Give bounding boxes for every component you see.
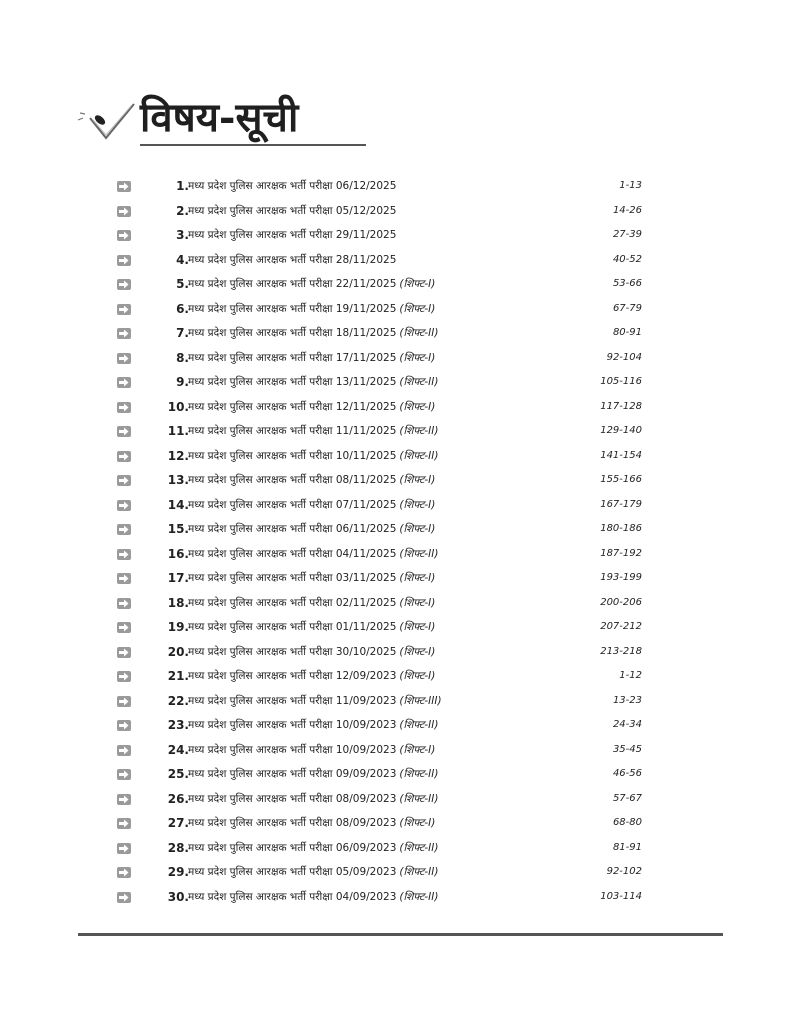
entry-page-range: 129-140 (600, 425, 642, 436)
arrow-right-icon (117, 328, 131, 339)
entry-number: 4. (176, 252, 189, 267)
entry-number: 7. (176, 326, 189, 340)
entry-number: 3. (176, 228, 189, 242)
entry-title: मध्य प्रदेश पुलिस आरक्षक भर्ती परीक्षा 04/11/2025 (188, 547, 397, 560)
arrow-right-icon (117, 818, 131, 829)
entry-title: मध्य प्रदेश पुलिस आरक्षक भर्ती परीक्षा 08/11/2025 (188, 474, 397, 486)
toc-entry (117, 177, 642, 202)
toc-entry (117, 839, 642, 864)
entry-title-line (188, 302, 435, 316)
toc-entry (117, 741, 642, 766)
entry-shift: (शिफ्ट-II) (399, 792, 439, 805)
entry-title-line (188, 645, 435, 659)
entry-shift: (शिफ्ट-I) (399, 743, 436, 756)
entry-title: मध्य प्रदेश पुलिस आरक्षक भर्ती परीक्षा 01/11/2025 (188, 621, 397, 633)
entry-page-range: 92-104 (606, 351, 642, 363)
toc-entry (117, 618, 642, 643)
entry-page-range: 207-212 (600, 621, 642, 632)
entry-title-line (188, 669, 435, 683)
toc-entry (117, 226, 642, 251)
entry-page-range: 68-80 (612, 817, 642, 828)
entry-title: मध्य प्रदेश पुलिस आरक्षक भर्ती परीक्षा 06/11/2025 (188, 523, 397, 535)
arrow-right-icon (117, 426, 131, 437)
arrow-right-icon (117, 500, 131, 511)
entry-number: 6. (176, 301, 189, 316)
entry-number: 11. (167, 424, 189, 438)
entry-title: मध्य प्रदेश पुलिस आरक्षक भर्ती परीक्षा 06/12/2025 (188, 180, 397, 192)
entry-number: 21. (167, 669, 189, 683)
entry-shift: (शिफ्ट-I) (399, 621, 436, 633)
toc-entry (117, 398, 642, 423)
entry-title: मध्य प्रदेश पुलिस आरक्षक भर्ती परीक्षा 22/11/2025 (188, 278, 397, 290)
toc-entry (117, 520, 642, 545)
toc-entry (117, 275, 642, 300)
toc-entry (117, 545, 642, 570)
entry-title: मध्य प्रदेश पुलिस आरक्षक भर्ती परीक्षा 29/11/2025 (188, 229, 397, 241)
entry-number: 14. (167, 497, 189, 512)
entry-page-range: 1-12 (619, 670, 642, 681)
entry-shift: (शिफ्ट-I) (399, 474, 436, 486)
arrow-right-icon (117, 843, 131, 854)
entry-page-range: 105-116 (600, 376, 642, 387)
toc-entry (117, 814, 642, 839)
entry-shift: (शिफ्ट-II) (399, 719, 439, 731)
arrow-right-icon (117, 769, 131, 780)
entry-title-line (188, 204, 396, 218)
entry-page-range: 46-56 (612, 768, 642, 779)
entry-page-range: 53-66 (612, 278, 642, 289)
entry-number: 17. (167, 571, 189, 585)
entry-title-line (188, 228, 396, 242)
entry-title-line (188, 865, 438, 879)
entry-title: मध्य प्रदेश पुलिस आरक्षक भर्ती परीक्षा 11/11/2025 (188, 425, 397, 437)
entry-number: 24. (167, 742, 189, 757)
entry-shift: (शिफ्ट-II) (399, 449, 439, 462)
entry-shift: (शिफ्ट-II) (399, 547, 439, 560)
arrow-right-icon (117, 720, 131, 731)
entry-shift: (शिफ्ट-I) (399, 817, 436, 829)
toc-entry (117, 569, 642, 594)
entry-title: मध्य प्रदेश पुलिस आरक्षक भर्ती परीक्षा 09/09/2023 (188, 768, 397, 780)
toc-entry (117, 765, 642, 790)
entry-title-line (188, 522, 435, 536)
entry-title-line (188, 400, 435, 414)
arrow-right-icon (117, 867, 131, 878)
entry-page-range: 67-79 (612, 302, 642, 314)
entry-page-range: 141-154 (600, 449, 642, 461)
entry-title-line (188, 718, 438, 732)
toc-entry (117, 202, 642, 227)
arrow-right-icon (117, 696, 131, 707)
entry-title-line (188, 375, 438, 389)
entry-page-range: 180-186 (600, 523, 642, 534)
entry-title-line (188, 890, 438, 904)
entry-shift: (शिफ्ट-I) (399, 572, 436, 584)
toc-entry (117, 716, 642, 741)
arrow-right-icon (117, 451, 131, 462)
entry-page-range: 167-179 (600, 498, 642, 510)
toc-entry (117, 300, 642, 325)
arrow-right-icon (117, 647, 131, 658)
toc-entry (117, 594, 642, 619)
toc-entry (117, 643, 642, 668)
entry-shift: (शिफ्ट-II) (399, 425, 439, 437)
entry-shift: (शिफ्ट-I) (399, 596, 436, 609)
entry-page-range: 40-52 (612, 253, 642, 265)
toc-entry (117, 790, 642, 815)
footer-divider (78, 933, 723, 936)
entry-title: मध्य प्रदेश पुलिस आरक्षक भर्ती परीक्षा 04/09/2023 (188, 890, 397, 903)
checkmark-pencil-icon (76, 98, 136, 142)
entry-shift: (शिफ्ट-II) (399, 841, 439, 854)
entry-number: 30. (167, 889, 189, 904)
entry-title-line (188, 694, 442, 708)
entry-title-line (188, 473, 435, 487)
entry-number: 19. (167, 620, 189, 634)
toc-entry (117, 496, 642, 521)
entry-number: 8. (176, 350, 189, 365)
entry-title: मध्य प्रदेश पुलिस आरक्षक भर्ती परीक्षा 12/11/2025 (188, 400, 397, 413)
toc-entry (117, 422, 642, 447)
entry-title-line (188, 816, 435, 830)
entry-title: मध्य प्रदेश पुलिस आरक्षक भर्ती परीक्षा 08/09/2023 (188, 792, 397, 805)
arrow-right-icon (117, 794, 131, 805)
toc-entry (117, 324, 642, 349)
entry-title: मध्य प्रदेश पुलिस आरक्षक भर्ती परीक्षा 11/09/2023 (188, 694, 397, 707)
toc-heading (76, 92, 376, 152)
entry-title-line (188, 743, 435, 757)
entry-number: 26. (167, 791, 189, 806)
entry-page-range: 24-34 (612, 719, 642, 730)
entry-page-range: 81-91 (612, 841, 642, 853)
entry-number: 29. (167, 865, 189, 879)
entry-title-line (188, 326, 438, 340)
entry-shift: (शिफ्ट-II) (399, 890, 439, 903)
toc-entry (117, 373, 642, 398)
entry-page-range: 117-128 (600, 400, 642, 412)
entry-title: मध्य प्रदेश पुलिस आरक्षक भर्ती परीक्षा 10/09/2023 (188, 719, 397, 731)
entry-number: 13. (167, 473, 189, 487)
arrow-right-icon (117, 622, 131, 633)
arrow-right-icon (117, 279, 131, 290)
entry-title-line (188, 424, 438, 438)
entry-page-range: 57-67 (612, 792, 642, 804)
entry-shift: (शिफ्ट-I) (399, 645, 436, 658)
arrow-right-icon (117, 353, 131, 364)
arrow-right-icon (117, 206, 131, 217)
entry-shift: (शिफ्ट-II) (399, 327, 439, 339)
entry-title-line (188, 620, 435, 634)
table-of-contents (117, 177, 642, 912)
entry-title: मध्य प्रदेश पुलिस आरक्षक भर्ती परीक्षा 17/11/2025 (188, 351, 397, 364)
arrow-right-icon (117, 475, 131, 486)
entry-number: 15. (167, 522, 189, 536)
entry-title: मध्य प्रदेश पुलिस आरक्षक भर्ती परीक्षा 12/09/2023 (188, 670, 397, 682)
entry-page-range: 213-218 (600, 645, 642, 657)
toc-entry (117, 888, 642, 913)
entry-title-line (188, 253, 396, 267)
entry-number: 18. (167, 595, 189, 610)
entry-page-range: 155-166 (600, 474, 642, 485)
arrow-right-icon (117, 181, 131, 192)
entry-shift: (शिफ्ट-I) (399, 670, 436, 682)
entry-title: मध्य प्रदेश पुलिस आरक्षक भर्ती परीक्षा 03/11/2025 (188, 572, 397, 584)
toc-entry (117, 692, 642, 717)
entry-title-line (188, 547, 438, 561)
entry-number: 28. (167, 840, 189, 855)
entry-title: मध्य प्रदेश पुलिस आरक्षक भर्ती परीक्षा 13/11/2025 (188, 376, 397, 388)
arrow-right-icon (117, 892, 131, 903)
entry-number: 20. (167, 644, 189, 659)
entry-page-range: 13-23 (612, 694, 642, 706)
entry-title-line (188, 792, 438, 806)
entry-title: मध्य प्रदेश पुलिस आरक्षक भर्ती परीक्षा 05/09/2023 (188, 866, 397, 878)
entry-shift: (शिफ्ट-I) (399, 351, 436, 364)
arrow-right-icon (117, 671, 131, 682)
entry-number: 16. (167, 546, 189, 561)
entry-title-line (188, 767, 438, 781)
page-title: विषय-सूची (140, 94, 299, 141)
arrow-right-icon (117, 549, 131, 560)
entry-page-range: 187-192 (600, 547, 642, 559)
entry-page-range: 1-13 (619, 180, 642, 191)
entry-shift: (शिफ्ट-II) (399, 768, 439, 780)
toc-entry (117, 863, 642, 888)
entry-title-line (188, 498, 435, 512)
arrow-right-icon (117, 377, 131, 388)
entry-title: मध्य प्रदेश पुलिस आरक्षक भर्ती परीक्षा 30/10/2025 (188, 645, 397, 658)
entry-number: 22. (167, 693, 189, 708)
toc-entry (117, 471, 642, 496)
entry-title-line (188, 277, 435, 291)
title-underline (140, 144, 366, 146)
entry-number: 1. (176, 179, 189, 193)
entry-title: मध्य प्रदेश पुलिस आरक्षक भर्ती परीक्षा 06/09/2023 (188, 841, 397, 854)
arrow-right-icon (117, 304, 131, 315)
entry-title: मध्य प्रदेश पुलिस आरक्षक भर्ती परीक्षा 18/11/2025 (188, 327, 397, 339)
entry-number: 9. (176, 375, 189, 389)
entry-title-line (188, 571, 435, 585)
entry-number: 25. (167, 767, 189, 781)
arrow-right-icon (117, 598, 131, 609)
entry-title: मध्य प्रदेश पुलिस आरक्षक भर्ती परीक्षा 19/11/2025 (188, 302, 397, 315)
entry-shift: (शिफ्ट-I) (399, 278, 436, 290)
entry-number: 23. (167, 718, 189, 732)
arrow-right-icon (117, 230, 131, 241)
entry-page-range: 80-91 (612, 327, 642, 338)
arrow-right-icon (117, 573, 131, 584)
entry-title: मध्य प्रदेश पुलिस आरक्षक भर्ती परीक्षा 10/09/2023 (188, 743, 397, 756)
entry-title-line (188, 596, 435, 610)
entry-page-range: 193-199 (600, 572, 642, 583)
entry-shift: (शिफ्ट-I) (399, 523, 436, 535)
toc-entry (117, 447, 642, 472)
entry-title-line (188, 841, 438, 855)
entry-page-range: 103-114 (600, 890, 642, 902)
entry-shift: (शिफ्ट-II) (399, 376, 439, 388)
arrow-right-icon (117, 745, 131, 756)
entry-shift: (शिफ्ट-I) (399, 400, 436, 413)
entry-page-range: 27-39 (612, 229, 642, 240)
arrow-right-icon (117, 524, 131, 535)
entry-title-line (188, 351, 435, 365)
entry-title: मध्य प्रदेश पुलिस आरक्षक भर्ती परीक्षा 08/09/2023 (188, 817, 397, 829)
entry-number: 2. (176, 203, 189, 218)
entry-number: 12. (167, 448, 189, 463)
toc-entry (117, 251, 642, 276)
entry-page-range: 35-45 (612, 743, 642, 755)
entry-title: मध्य प्रदेश पुलिस आरक्षक भर्ती परीक्षा 10/11/2025 (188, 449, 397, 462)
arrow-right-icon (117, 402, 131, 413)
entry-page-range: 14-26 (612, 204, 642, 216)
entry-title: मध्य प्रदेश पुलिस आरक्षक भर्ती परीक्षा 07/11/2025 (188, 498, 397, 511)
entry-title: मध्य प्रदेश पुलिस आरक्षक भर्ती परीक्षा 05/12/2025 (188, 204, 397, 217)
entry-title-line (188, 179, 396, 193)
entry-number: 10. (167, 399, 189, 414)
entry-page-range: 200-206 (600, 596, 642, 608)
toc-entry (117, 667, 642, 692)
entry-number: 5. (176, 277, 189, 291)
entry-number: 27. (167, 816, 189, 830)
entry-shift: (शिफ्ट-I) (399, 302, 436, 315)
entry-shift: (शिफ्ट-I) (399, 498, 436, 511)
toc-entry (117, 349, 642, 374)
entry-title-line (188, 449, 438, 463)
entry-shift: (शिफ्ट-II) (399, 866, 439, 878)
entry-shift: (शिफ्ट-III) (399, 694, 442, 707)
entry-page-range: 92-102 (606, 866, 642, 877)
arrow-right-icon (117, 255, 131, 266)
entry-title: मध्य प्रदेश पुलिस आरक्षक भर्ती परीक्षा 02/11/2025 (188, 596, 397, 609)
entry-title: मध्य प्रदेश पुलिस आरक्षक भर्ती परीक्षा 28/11/2025 (188, 253, 397, 266)
